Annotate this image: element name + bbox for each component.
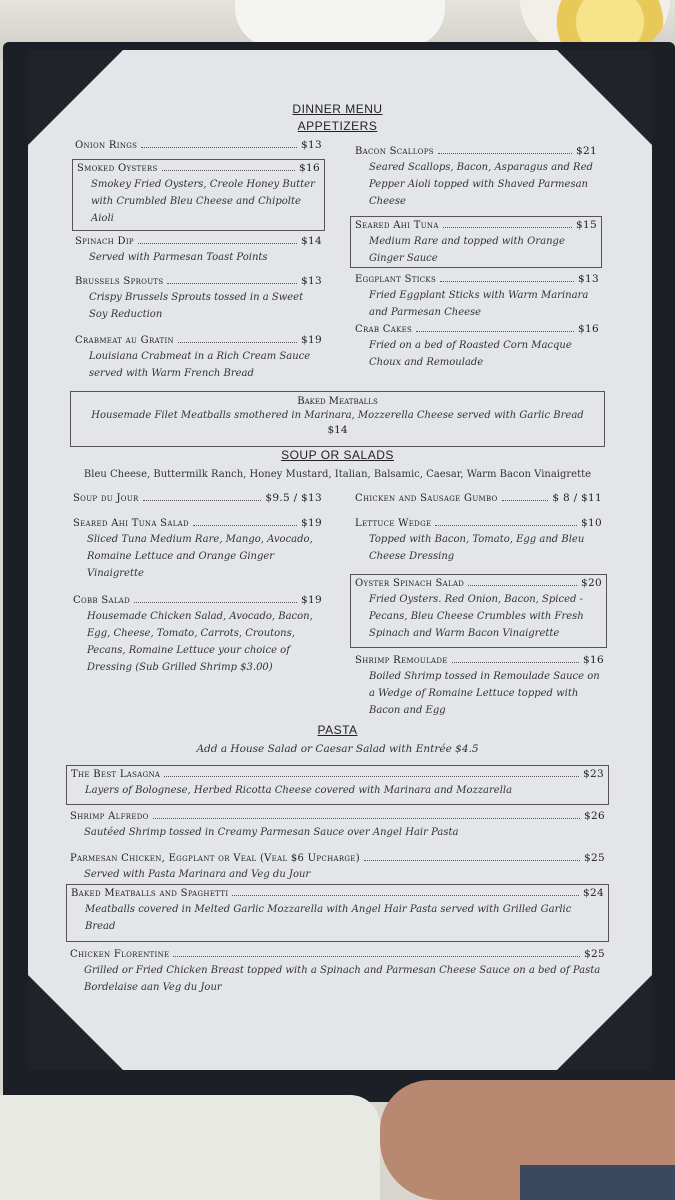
item-description: Layers of Bolognese, Herbed Ricotta Cheese covered with Marinara and Mozzarella xyxy=(85,785,513,796)
item-price: $ 8 / $11 xyxy=(552,492,602,504)
menu-item xyxy=(355,517,602,565)
menu-item xyxy=(75,139,322,151)
item-description: Boiled Shrimp tossed in Remoulade Sauce on a Wedge of Romaine Lettuce topped with Bacon and Egg xyxy=(369,671,600,716)
item-description: Housemade Chicken Salad, Avocado, Bacon, Egg, Cheese, Tomato, Carrots, Croutons, Pecans, Romaine Lettuce your choice of Dressing (Sub Grilled Shrimp $3.00) xyxy=(87,611,313,673)
item-name: Bacon Scallops xyxy=(355,146,434,157)
menu-item xyxy=(75,275,322,323)
item-price: $25 xyxy=(584,948,605,960)
item-name: Chicken and Sausage Gumbo xyxy=(355,493,498,504)
item-name: Eggplant Sticks xyxy=(355,274,437,285)
item-name: Chicken Florentine xyxy=(70,949,170,960)
item-price: $23 xyxy=(583,768,604,780)
item-name: Crabmeat au Gratin xyxy=(75,335,174,346)
menu-item xyxy=(73,517,322,582)
menu-item xyxy=(70,810,605,841)
menu-item-highlighted xyxy=(350,574,607,648)
item-name: Seared Ahi Tuna xyxy=(355,220,439,231)
item-name: The Best Lasagna xyxy=(71,769,161,780)
featured-item xyxy=(70,391,605,447)
item-name: Parmesan Chicken, Eggplant or Veal (Veal $6 Upcharge) xyxy=(70,853,360,864)
pasta-heading: PASTA xyxy=(317,723,358,737)
item-description: Topped with Bacon, Tomato, Egg and Bleu Cheese Dressing xyxy=(369,534,585,562)
pasta-note: Add a House Salad or Caesar Salad with Entrée $4.5 xyxy=(196,743,479,755)
item-price: $13 xyxy=(301,275,322,287)
menu-item-highlighted xyxy=(66,765,609,805)
item-name: Oyster Spinach Salad xyxy=(355,578,465,589)
item-name: Onion Rings xyxy=(75,140,138,151)
featured-description: Housemade Filet Meatballs smothered in Marinara, Mozzerella Cheese served with Garlic Bread xyxy=(91,410,584,421)
item-description: Seared Scallops, Bacon, Asparagus and Red Pepper Aioli topped with Shaved Parmesan Cheese xyxy=(369,162,593,207)
item-name: Shrimp Remoulade xyxy=(355,655,448,666)
item-description: Served with Pasta Marinara and Veg du Jour xyxy=(84,869,311,880)
dark-sleeve xyxy=(520,1165,675,1200)
item-description: Fried Oysters. Red Onion, Bacon, Spiced - Pecans, Bleu Cheese Crumbles with Fresh Spinach and Warm Bacon Vinaigrette xyxy=(369,594,584,639)
item-description: Meatballs covered in Melted Garlic Mozzarella with Angel Hair Pasta served with Grilled Garlic Bread xyxy=(85,904,572,932)
menu-item xyxy=(355,323,599,371)
featured-price: $14 xyxy=(327,424,348,436)
item-price: $21 xyxy=(576,145,597,157)
menu-item xyxy=(70,852,605,883)
item-name: Shrimp Alfredo xyxy=(70,811,149,822)
soups-heading: SOUP OR SALADS xyxy=(281,448,394,462)
menu-title: DINNER MENU xyxy=(292,102,383,116)
menu-item xyxy=(355,273,599,321)
item-price: $26 xyxy=(584,810,605,822)
appetizers-heading: APPETIZERS xyxy=(297,119,378,133)
featured-name: Baked Meatballs xyxy=(297,396,378,407)
menu-item xyxy=(73,594,322,676)
item-name: Lettuce Wedge xyxy=(355,518,432,529)
item-description: Smokey Fried Oysters, Creole Honey Butter with Crumbled Bleu Cheese and Chipolte Aioli xyxy=(91,179,315,224)
menu-item-highlighted xyxy=(72,159,325,231)
item-price: $13 xyxy=(578,273,599,285)
item-description: Fried Eggplant Sticks with Warm Marinara and Parmesan Cheese xyxy=(369,290,589,318)
item-price: $16 xyxy=(299,162,320,174)
item-description: Grilled or Fried Chicken Breast topped with a Spinach and Parmesan Cheese Sauce on a bed of Pasta Bordelaise aan Veg du Jour xyxy=(84,965,601,993)
item-price: $19 xyxy=(301,334,322,346)
item-name: Spinach Dip xyxy=(75,236,134,247)
item-price: $16 xyxy=(578,323,599,335)
item-name: Smoked Oysters xyxy=(77,163,158,174)
item-description: Crispy Brussels Sprouts tossed in a Sweet Soy Reduction xyxy=(89,292,304,320)
item-description: Louisiana Crabmeat in a Rich Cream Sauce served with Warm French Bread xyxy=(89,351,311,379)
item-price: $24 xyxy=(583,887,604,899)
menu-item xyxy=(75,235,322,266)
menu-item xyxy=(355,145,597,210)
item-price: $20 xyxy=(581,577,602,589)
item-name: Baked Meatballs and Spaghetti xyxy=(71,888,229,899)
item-price: $19 xyxy=(301,517,322,529)
item-description: Sautéed Shrimp tossed in Creamy Parmesan Sauce over Angel Hair Pasta xyxy=(84,827,459,838)
item-price: $15 xyxy=(576,219,597,231)
item-name: Brussels Sprouts xyxy=(75,276,164,287)
menu-item-highlighted xyxy=(66,884,609,942)
menu-item xyxy=(73,492,322,504)
coffee-cup xyxy=(235,0,445,48)
menu-item-highlighted xyxy=(350,216,602,268)
menu-item xyxy=(75,334,322,382)
item-price: $13 xyxy=(301,139,322,151)
item-name: Soup du Jour xyxy=(73,493,139,504)
menu-item xyxy=(355,654,604,719)
item-description: Served with Parmesan Toast Points xyxy=(89,252,268,263)
item-name: Cobb Salad xyxy=(73,595,131,606)
sleeve xyxy=(0,1095,380,1200)
menu-item xyxy=(355,492,602,504)
item-price: $14 xyxy=(301,235,322,247)
item-price: $10 xyxy=(581,517,602,529)
item-description: Fried on a bed of Roasted Corn Macque Choux and Remoulade xyxy=(369,340,572,368)
item-description: Sliced Tuna Medium Rare, Mango, Avocado, Romaine Lettuce and Orange Ginger Vinaigrette xyxy=(87,534,313,579)
item-name: Seared Ahi Tuna Salad xyxy=(73,518,189,529)
item-name: Crab Cakes xyxy=(355,324,413,335)
item-price: $19 xyxy=(301,594,322,606)
item-price: $9.5 / $13 xyxy=(265,492,322,504)
item-description: Medium Rare and topped with Orange Ginger Sauce xyxy=(369,236,565,264)
item-price: $16 xyxy=(583,654,604,666)
menu-item xyxy=(70,948,605,996)
dressings-list: Bleu Cheese, Buttermilk Ranch, Honey Mustard, Italian, Balsamic, Caesar, Warm Bacon Vinaigrette xyxy=(83,469,592,480)
item-price: $25 xyxy=(584,852,605,864)
